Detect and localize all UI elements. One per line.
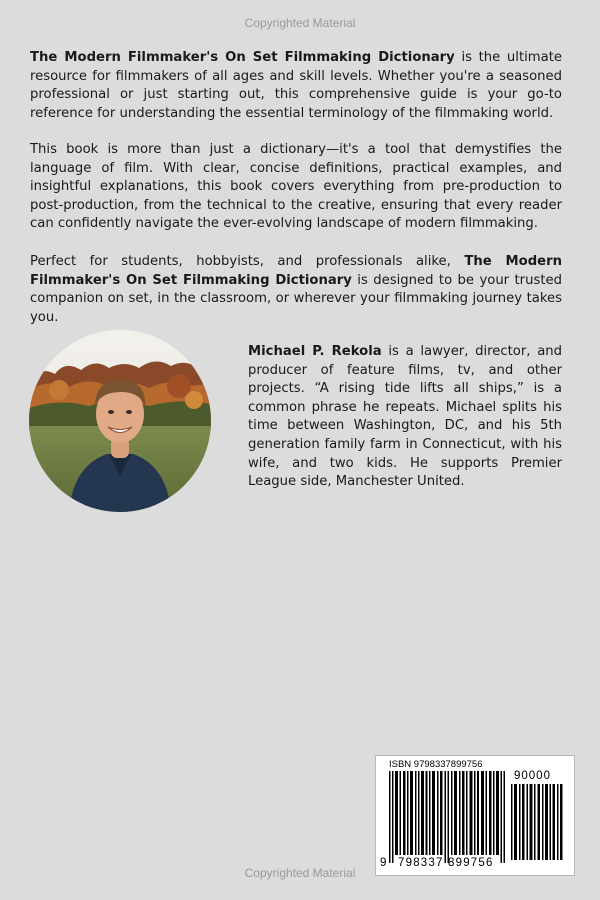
author-bio [248,343,562,492]
blurb-paragraph-3-lead: Perfect for students, hobbyists, and professionals alike, [30,254,465,269]
barcode-bars [389,771,505,863]
author-photo [29,330,211,512]
copyright-watermark-top: Copyrighted Material [244,16,356,30]
price-code: 90000 [514,770,551,782]
blurb-paragraph-1 [30,49,562,123]
blurb-paragraph-3-tail: is designed to be your trusted companion on set, in the classroom, or wherever your filmmaking journey takes you. [30,272,562,325]
book-title-bold: The Modern Filmmaker's On Set Filmmaking Dictionary [30,50,455,65]
book-title-bold-2: The Modern Filmmaker's On Set Filmmaking Dictionary [30,254,562,288]
author-name: Michael P. Rekola [248,344,382,359]
barcode-digits-left: 798337 [398,857,444,869]
barcode-digit-first: 9 [380,857,387,869]
author-bio-text: is a lawyer, director, and producer of feature films, tv, and other projects. “A rising tide lifts all ships,” is a common phrase he repeats. Michael splits his time between Washington, DC, and his 5th generation family farm in Connecticut, with his wife, and two kids. He supports Premier League side, Manchester United. [248,344,562,490]
barcode-digits-right: 899756 [448,857,494,869]
blurb-paragraph-2: This book is more than just a dictionary—it's a tool that demystifies the language of film. With clear, concise definitions, practical examples, and insightful explanations, this book covers everything from pre-production to post-production, from the technical to the creative, ensuring that every reader can confidently navigate the ever-evolving landscape of modern filmmaking. [30,142,562,232]
copyright-watermark-bottom: Copyrighted Material [244,866,356,880]
author-portrait-image [29,330,211,512]
isbn-barcode [375,755,575,876]
blurb-paragraph-3 [30,253,562,327]
blurb-paragraph-1-text: is the ultimate resource for filmmakers of all ages and skill levels. Whether you're a seasoned professional or just starting out, this comprehensive guide is your go-to reference for understanding the essential terminology of the filmmaking world. [30,50,563,121]
isbn-label: ISBN 9798337899756 [389,759,483,770]
price-addon-bars [511,784,563,860]
